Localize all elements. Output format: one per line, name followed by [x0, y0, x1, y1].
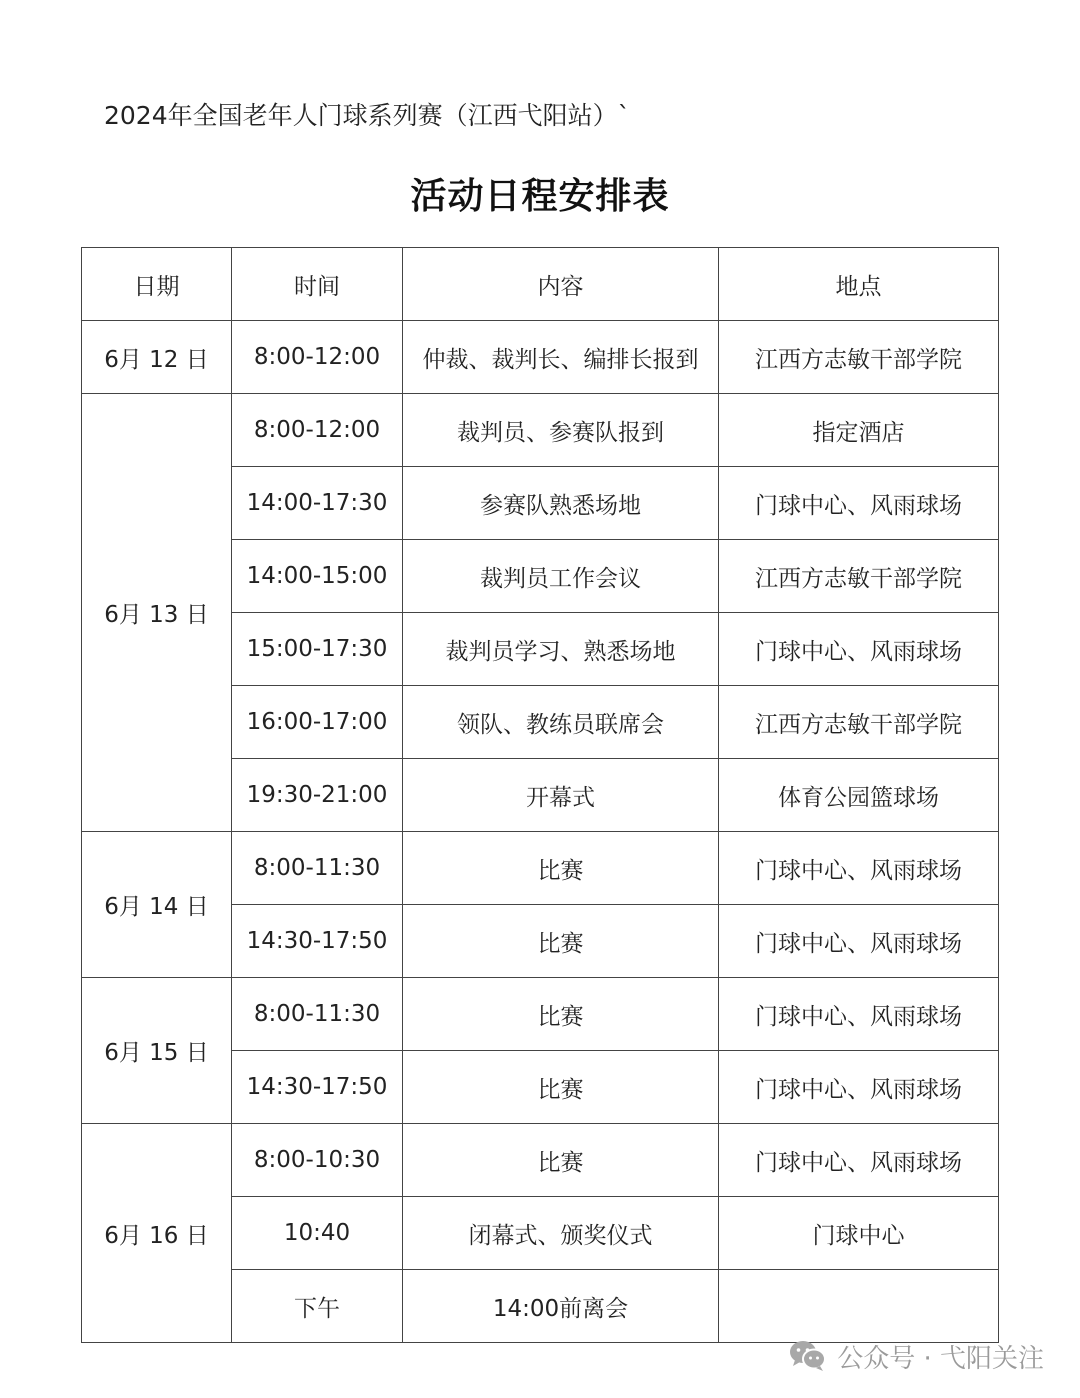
time-cell: 8:00-11:30 [232, 832, 403, 905]
time-cell: 19:30-21:00 [232, 759, 403, 832]
place-cell: 江西方志敏干部学院 [719, 686, 999, 759]
table-row [82, 832, 999, 905]
table-row [82, 978, 999, 1051]
place-cell: 门球中心、风雨球场 [719, 905, 999, 978]
place-cell: 门球中心 [719, 1197, 999, 1270]
time-cell: 16:00-17:00 [232, 686, 403, 759]
date-cell: 6月 12 日 [82, 321, 232, 394]
wechat-icon [789, 1339, 827, 1373]
content-cell: 裁判员学习、熟悉场地 [403, 613, 719, 686]
content-cell: 裁判员、参赛队报到 [403, 394, 719, 467]
date-cell: 6月 14 日 [82, 832, 232, 978]
column-header-content: 内容 [403, 248, 719, 321]
place-cell: 门球中心、风雨球场 [719, 978, 999, 1051]
table-row [82, 321, 999, 394]
place-cell [719, 1270, 999, 1343]
content-cell: 14:00前离会 [403, 1270, 719, 1343]
time-cell: 14:30-17:50 [232, 1051, 403, 1124]
date-cell: 6月 16 日 [82, 1124, 232, 1343]
content-cell: 比赛 [403, 1124, 719, 1197]
column-header-time: 时间 [232, 248, 403, 321]
schedule-table [81, 247, 999, 1343]
content-cell: 比赛 [403, 978, 719, 1051]
content-cell: 比赛 [403, 905, 719, 978]
place-cell: 江西方志敏干部学院 [719, 321, 999, 394]
content-cell: 参赛队熟悉场地 [403, 467, 719, 540]
content-cell: 裁判员工作会议 [403, 540, 719, 613]
content-cell: 闭幕式、颁奖仪式 [403, 1197, 719, 1270]
watermark-text: 公众号 · 弋阳关注 [837, 1343, 1044, 1374]
time-cell: 15:00-17:30 [232, 613, 403, 686]
table-header-row [82, 248, 999, 321]
place-cell: 指定酒店 [719, 394, 999, 467]
time-cell: 14:00-17:30 [232, 467, 403, 540]
place-cell: 门球中心、风雨球场 [719, 1124, 999, 1197]
time-cell: 8:00-12:00 [232, 394, 403, 467]
time-cell: 8:00-10:30 [232, 1124, 403, 1197]
date-cell: 6月 15 日 [82, 978, 232, 1124]
time-cell: 8:00-12:00 [232, 321, 403, 394]
time-cell: 下午 [232, 1270, 403, 1343]
time-cell: 10:40 [232, 1197, 403, 1270]
content-cell: 比赛 [403, 1051, 719, 1124]
place-cell: 门球中心、风雨球场 [719, 613, 999, 686]
place-cell: 门球中心、风雨球场 [719, 1051, 999, 1124]
place-cell: 江西方志敏干部学院 [719, 540, 999, 613]
table-row [82, 1124, 999, 1197]
table-row [82, 394, 999, 467]
page-title: 活动日程安排表 [410, 176, 670, 217]
column-header-date: 日期 [82, 248, 232, 321]
event-subtitle: 2024年全国老年人门球系列赛（江西弋阳站）` [104, 101, 631, 130]
time-cell: 14:30-17:50 [232, 905, 403, 978]
time-cell: 14:00-15:00 [232, 540, 403, 613]
place-cell: 门球中心、风雨球场 [719, 467, 999, 540]
place-cell: 体育公园篮球场 [719, 759, 999, 832]
watermark [789, 1336, 1044, 1376]
content-cell: 比赛 [403, 832, 719, 905]
time-cell: 8:00-11:30 [232, 978, 403, 1051]
content-cell: 开幕式 [403, 759, 719, 832]
place-cell: 门球中心、风雨球场 [719, 832, 999, 905]
content-cell: 领队、教练员联席会 [403, 686, 719, 759]
date-cell: 6月 13 日 [82, 394, 232, 832]
content-cell: 仲裁、裁判长、编排长报到 [403, 321, 719, 394]
column-header-place: 地点 [719, 248, 999, 321]
